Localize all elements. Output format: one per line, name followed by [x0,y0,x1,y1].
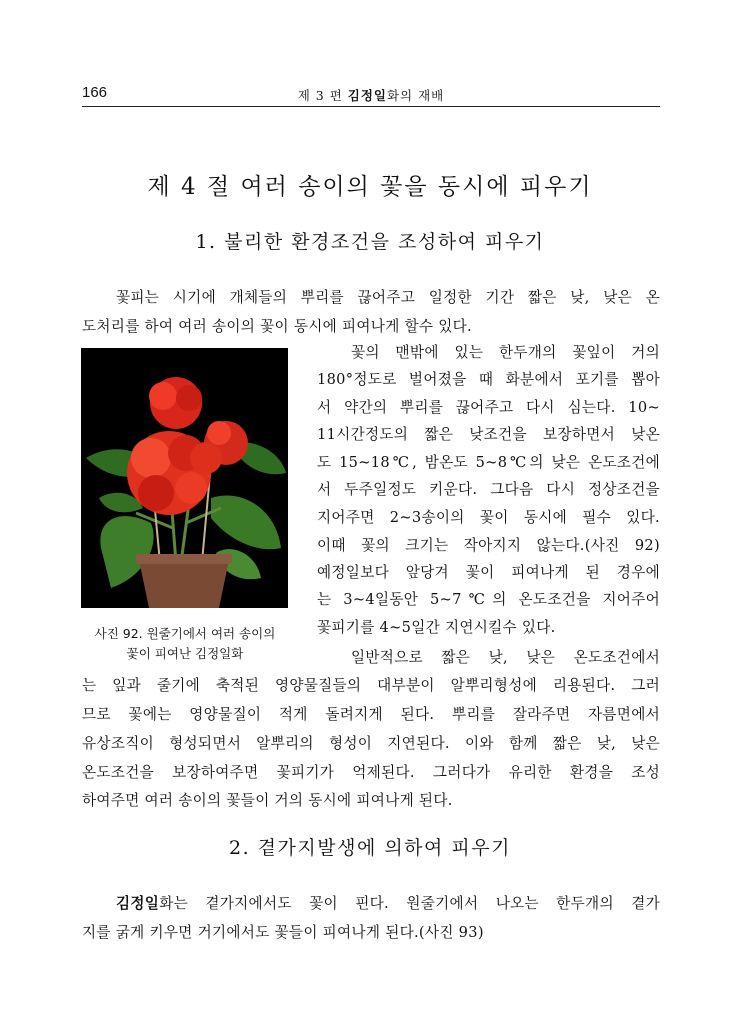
part-title [82,86,660,104]
sub2-line-rest: 화는 곁가지에서도 꽃이 핀다. 원줄기에서 나오는 한두개의 곁가 [159,895,660,912]
begonia-illustration [81,348,288,608]
section-title: 제 4 절 여러 송이의 꽃을 동시에 피우기 [147,174,593,200]
para3-line: 므로 꽃에는 영양물질이 적게 돌려지게 된다. 뿌리를 잘라주면 자름면에서 [82,706,660,723]
para3-line: 일반적으로 짧은 낮, 낮은 온도조건에서 [351,649,660,666]
para3-line: 온도조건을 보장하여주면 꽃피기가 억제된다. 그러다가 유리한 환경을 조성 [82,764,660,781]
para2-line: 이때 꽃의 크기는 작아지지 않는다.(사진 92) [317,537,660,554]
para2-line: 도 15~18℃, 밤온도 5~8℃의 낮은 온도조건에 [317,454,660,471]
para3-line: 유상조직이 형성되면서 알뿌리의 형성이 지연된다. 이와 함께 짧은 낮, 낮은 [82,735,660,752]
running-header [82,84,660,107]
photo-caption-line: 사진 92. 원줄기에서 여러 송이의 [94,626,276,641]
para2-line: 180°정도로 벌어졌을 때 화분에서 포기를 뽑아 [317,371,660,388]
para3-line: 는 잎과 줄기에 축적된 영양물질들의 대부분이 알뿌리형성에 리용된다. 그러 [82,677,660,694]
para2-line: 서 약간의 뿌리를 끊어주고 다시 심는다. 10~ [317,399,660,416]
para2-line: 예정일보다 앞당겨 꽃이 피여나게 된 경우에 [317,564,660,581]
sub2-line [116,893,660,915]
photo-caption-line [60,644,310,664]
para1-line: 도처리를 하여 여러 송이의 꽃이 동시에 피여나게 할수 있다. [82,318,472,335]
part-suffix: 화의 재배 [386,88,445,103]
para1-line: 꽃피는 시기에 개체들의 뿌리를 끊어주고 일정한 기간 짧은 낮, 낮은 온 [116,289,660,306]
para3-line: 하여주면 여러 송이의 꽃들이 거의 동시에 피여나게 된다. [82,792,453,809]
para2-line: 지어주면 2~3송이의 꽃이 동시에 필수 있다. [317,509,660,526]
page-number: 166 [82,84,108,101]
part-prefix: 제 3 편 [297,88,348,103]
para2-line: 꽃의 맨밖에 있는 한두개의 꽃잎이 거의 [351,344,660,361]
para2-line: 서 두주일정도 키운다. 그다음 다시 정상조건을 [317,481,660,498]
subsection-1-heading: 1. 불리한 환경조건을 조성하여 피우기 [195,231,545,253]
para2-line: 는 3~4일동안 5~7℃의 온도조건을 지어주어 [317,591,660,608]
bold-name: 김정일 [116,895,160,912]
caption-name: 김정일화 [195,646,244,661]
subsection-2-heading: 2. 곁가지발생에 의하여 피우기 [229,837,511,859]
sub2-line: 지를 굵게 키우면 거기에서도 꽃들이 피여나게 된다.(사진 93) [82,924,484,941]
part-name: 김정일 [347,88,387,103]
begonia-photo [81,348,288,608]
para2-line: 꽃피기를 4~5일간 지연시킬수 있다. [317,619,556,636]
caption-prefix: 꽃이 피여난 [126,646,195,661]
para2-line: 11시간정도의 짧은 낮조건을 보장하면서 낮온 [317,426,660,443]
pot [136,554,232,608]
